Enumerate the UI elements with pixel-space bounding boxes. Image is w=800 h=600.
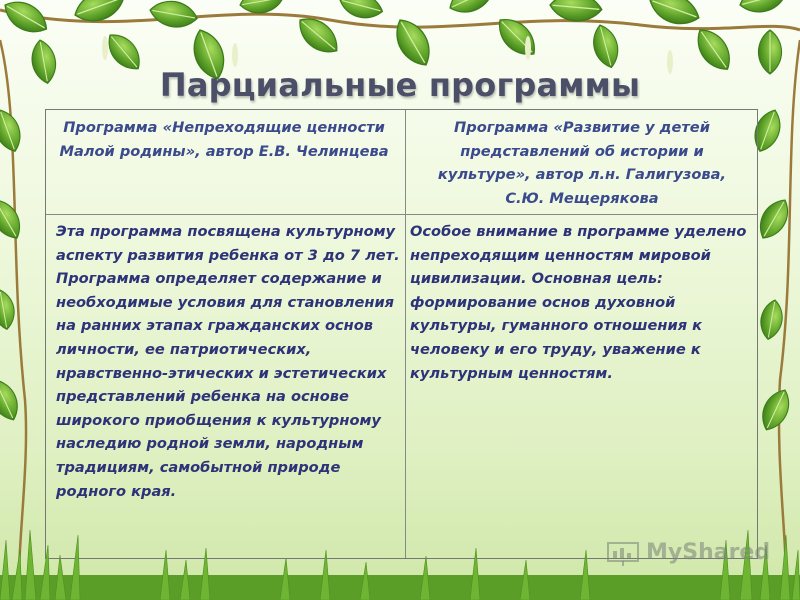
col1-body: Эта программа посвящена культурному аспекту развития ребенка от 3 до 7 лет. Программа определяет содержание и необходимые условия для становления на ранних этапах гражданских основ личности, ее патриотических, нравственно-этических и эстетических представлений ребенка на основе широкого приобщения к культурному наследию родной земли, народным традициям, самобытной природе родного края. (56, 223, 400, 500)
programs-table (45, 109, 758, 559)
col2-header: Программа «Развитие у детей представлений об истории и культуре», автор л.н. Галигузова, С.Ю. Мещерякова (437, 119, 727, 207)
col2-body: Особое внимание в программе уделено непреходящим ценностям мировой цивилизации. Основная цель: формирование основ духовной культуры, гуманного отношения к человеку и его труду, уважение к культурным ценностям. (410, 223, 747, 382)
watermark-text: MyShared (646, 540, 771, 565)
slide-title: Парциальные программы (159, 66, 641, 104)
myshared-watermark (606, 539, 776, 569)
table-column-divider (405, 110, 406, 558)
table-row-divider (46, 214, 757, 215)
col1-header: Программа «Непреходящие ценности Малой родины», автор Е.В. Челинцева (59, 119, 389, 160)
presentation-icon (606, 541, 640, 567)
